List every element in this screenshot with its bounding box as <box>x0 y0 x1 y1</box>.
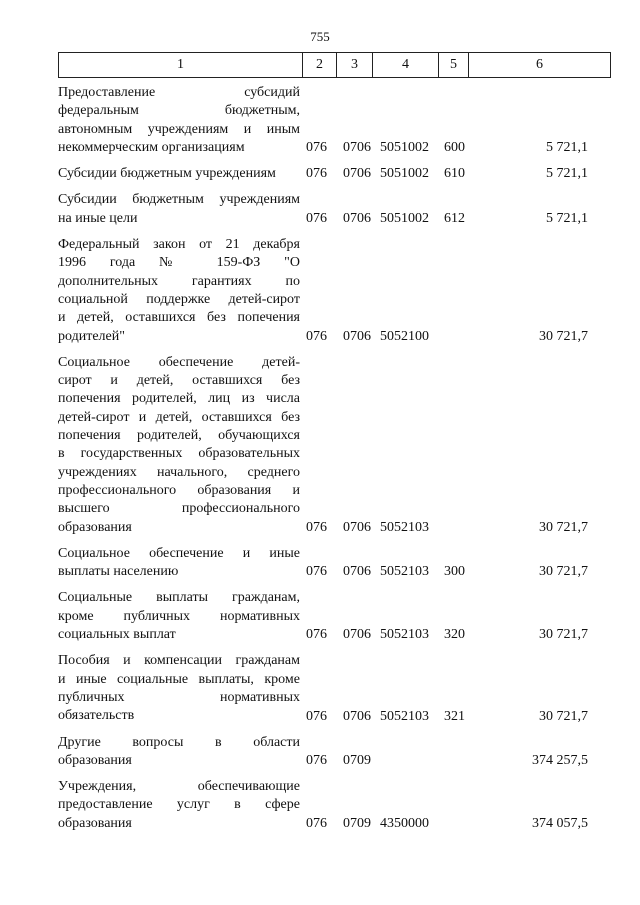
target-article-cell: 5051002 <box>380 140 429 156</box>
column-header-1: 1 <box>59 53 303 77</box>
description-line: в государственных образовательных <box>58 446 300 462</box>
ministry-code-cell: 076 <box>306 328 327 344</box>
row-codes <box>58 165 618 183</box>
ministry-code-cell: 076 <box>306 708 327 724</box>
description-line: учреждениях начального, среднего <box>58 464 300 480</box>
section-code-cell: 0706 <box>343 211 371 227</box>
amount-cell: 30 721,7 <box>539 519 588 535</box>
page-number: 755 <box>310 29 330 44</box>
target-article-cell: 5052103 <box>380 627 429 643</box>
column-header-row <box>58 52 611 78</box>
section-code-cell: 0709 <box>343 815 371 831</box>
ministry-code-cell: 076 <box>306 815 327 831</box>
table-row <box>58 165 618 183</box>
section-code-cell: 0706 <box>343 328 371 344</box>
row-codes <box>58 328 618 346</box>
amount-cell: 30 721,7 <box>539 627 588 643</box>
row-codes <box>58 815 618 833</box>
section-code-cell: 0706 <box>343 519 371 535</box>
description-line: Пособия и компенсации гражданам <box>58 653 300 669</box>
target-article-cell: 5052103 <box>380 564 429 580</box>
description-line: Федеральный закон от 21 декабря <box>58 237 300 253</box>
column-header-3: 3 <box>337 53 373 77</box>
row-codes <box>58 210 618 228</box>
ministry-code-cell: 076 <box>306 211 327 227</box>
row-codes <box>58 519 618 537</box>
description-line: высшего профессионального <box>58 501 300 517</box>
amount-cell: 374 057,5 <box>532 815 588 831</box>
row-codes <box>58 139 618 157</box>
table-row <box>58 191 618 228</box>
target-article-cell: 5051002 <box>380 166 429 182</box>
description-line: дополнительных гарантиях по <box>58 273 300 289</box>
ministry-code-cell: 076 <box>306 519 327 535</box>
description-line: образования <box>58 752 132 768</box>
ministry-code-cell: 076 <box>306 564 327 580</box>
ministry-code-cell: 076 <box>306 753 327 769</box>
column-header-6: 6 <box>536 57 543 72</box>
column-header-4: 4 <box>373 53 439 77</box>
row-codes <box>58 626 618 644</box>
row-codes <box>58 708 618 726</box>
row-description <box>58 354 300 537</box>
description-line: профессионального образования и <box>58 482 300 498</box>
table-row <box>58 589 618 644</box>
amount-cell: 374 257,5 <box>532 753 588 769</box>
section-code-cell: 0706 <box>343 627 371 643</box>
description-line: социальных выплат <box>58 627 176 643</box>
description-line: образования <box>58 815 132 831</box>
table-row <box>58 236 618 346</box>
description-line: Предоставление субсидий <box>58 85 300 100</box>
description-line: кроме публичных нормативных <box>58 608 300 624</box>
description-line: предоставление услуг в сфере <box>58 797 300 813</box>
expense-type-cell: 612 <box>444 211 465 227</box>
target-article-cell: 5051002 <box>380 211 429 227</box>
expense-type-cell: 300 <box>444 564 465 580</box>
amount-cell: 5 721,1 <box>546 140 588 156</box>
table-row <box>58 545 618 582</box>
table-row <box>58 84 618 157</box>
description-line: автономным учреждениям и иным <box>58 121 300 137</box>
description-line: некоммерческим организациям <box>58 139 245 155</box>
expense-type-cell: 610 <box>444 166 465 182</box>
section-code-cell: 0709 <box>343 753 371 769</box>
target-article-cell: 5052103 <box>380 708 429 724</box>
amount-cell: 30 721,7 <box>539 708 588 724</box>
ministry-code-cell: 076 <box>306 627 327 643</box>
section-code-cell: 0706 <box>343 140 371 156</box>
description-line: Другие вопросы в области <box>58 734 300 750</box>
amount-cell: 5 721,1 <box>546 211 588 227</box>
description-line: социальной поддержке детей-сирот <box>58 291 300 307</box>
description-line: Субсидии бюджетным учреждениям <box>58 192 300 208</box>
description-line: родителей" <box>58 328 125 344</box>
description-line: на иные цели <box>58 210 138 226</box>
target-article-cell: 5052100 <box>380 328 429 344</box>
description-line: обязательств <box>58 708 135 724</box>
ministry-code-cell: 076 <box>306 140 327 156</box>
description-line: детей-сирот и детей, оставшихся без <box>58 409 300 425</box>
amount-cell: 30 721,7 <box>539 564 588 580</box>
description-line: попечения родителей, лиц из числа <box>58 391 300 407</box>
section-code-cell: 0706 <box>343 708 371 724</box>
description-line: и иные социальные выплаты, кроме <box>58 671 300 687</box>
column-header-2: 2 <box>303 53 337 77</box>
amount-cell: 5 721,1 <box>546 166 588 182</box>
target-article-cell: 5052103 <box>380 519 429 535</box>
table-row <box>58 354 618 537</box>
description-line: выплаты населению <box>58 564 179 580</box>
description-line: публичных нормативных <box>58 689 300 705</box>
table-row <box>58 778 618 833</box>
target-article-cell: 4350000 <box>380 815 429 831</box>
expense-type-cell: 320 <box>444 627 465 643</box>
row-codes <box>58 752 618 770</box>
table-row <box>58 734 618 771</box>
section-code-cell: 0706 <box>343 564 371 580</box>
description-line: Учреждения, обеспечивающие <box>58 779 300 795</box>
row-codes <box>58 563 618 581</box>
description-line: федеральным бюджетным, <box>58 103 300 119</box>
description-line: Социальное обеспечение и иные <box>58 545 300 561</box>
section-code-cell: 0706 <box>343 166 371 182</box>
column-header-5: 5 <box>439 53 469 77</box>
description-line: Субсидии бюджетным учреждениям <box>58 166 276 182</box>
expense-type-cell: 600 <box>444 140 465 156</box>
ministry-code-cell: 076 <box>306 166 327 182</box>
description-line: сирот и детей, оставшихся без <box>58 373 300 389</box>
description-line: 1996 года № 159-ФЗ "О <box>58 255 300 271</box>
description-line: Социальное обеспечение детей- <box>58 354 300 370</box>
description-line: попечения родителей, обучающихся <box>58 428 300 444</box>
budget-table-body <box>58 84 618 841</box>
description-line: Социальные выплаты гражданам, <box>58 590 300 606</box>
table-row <box>58 652 618 725</box>
expense-type-cell: 321 <box>444 708 465 724</box>
amount-cell: 30 721,7 <box>539 328 588 344</box>
description-line: образования <box>58 519 132 535</box>
description-line: и детей, оставшихся без попечения <box>58 310 300 326</box>
